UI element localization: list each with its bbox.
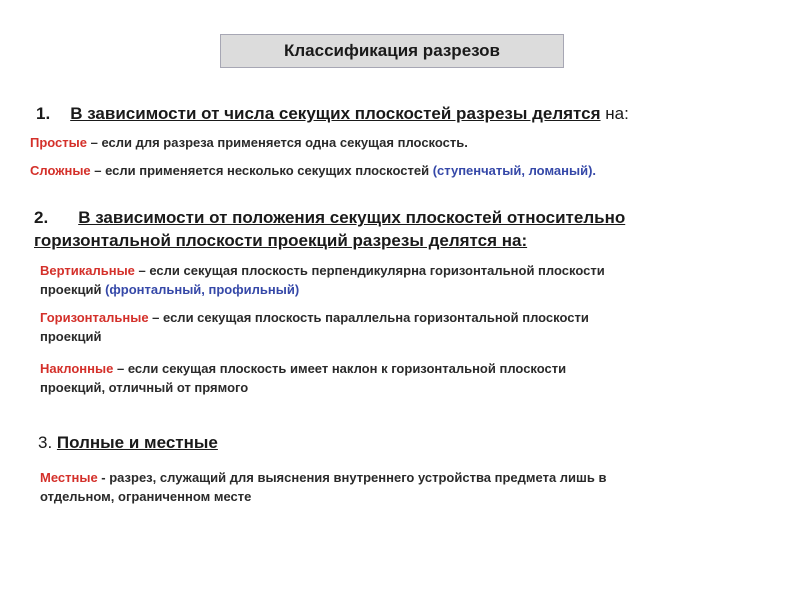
local-definition xyxy=(40,468,606,506)
section3-number: 3. xyxy=(38,433,53,452)
section1-heading-text: В зависимости от числа секущих плоскостей разрезы делятся xyxy=(70,104,601,123)
complex-text: – если применяется несколько секущих плоскостей xyxy=(90,163,433,178)
inclined-text: – если секущая плоскость имеет наклон к горизонтальной плоскости xyxy=(113,361,567,376)
horizontal-definition xyxy=(40,308,589,346)
vertical-term: Вертикальные xyxy=(40,263,135,278)
section2-heading-line2: горизонтальной плоскости проекций разрезы делятся на: xyxy=(34,231,528,250)
section2-number: 2. xyxy=(34,208,49,227)
inclined-term: Наклонные xyxy=(40,361,114,376)
local-term: Местные xyxy=(40,470,98,485)
section3-heading xyxy=(38,433,218,453)
vertical-definition xyxy=(40,261,605,299)
section2-heading-text1: В зависимости от положения секущих плоскостей относительно xyxy=(78,208,626,227)
local-text2: отдельном, ограниченном месте xyxy=(40,489,252,504)
vertical-text2: проекций xyxy=(40,282,106,297)
inclined-text2: проекций, отличный от прямого xyxy=(40,380,249,395)
inclined-definition xyxy=(40,359,566,397)
complex-definition xyxy=(30,161,596,180)
section1-number: 1. xyxy=(36,104,51,123)
section3-heading-text: Полные и местные xyxy=(56,433,218,452)
section2-heading-line1 xyxy=(34,208,625,228)
complex-note: (ступенчатый, ломаный). xyxy=(432,163,597,178)
simple-definition xyxy=(30,133,468,152)
horizontal-text2: проекций xyxy=(40,329,102,344)
complex-term: Сложные xyxy=(30,163,91,178)
horizontal-term: Горизонтальные xyxy=(40,310,149,325)
simple-term: Простые xyxy=(30,135,87,150)
section1-heading-tail: на: xyxy=(605,104,629,123)
section1-heading xyxy=(36,104,629,124)
simple-text: – если для разреза применяется одна секущая плоскость. xyxy=(86,135,468,150)
vertical-text: – если секущая плоскость перпендикулярна горизонтальной плоскости xyxy=(134,263,605,278)
vertical-note: (фронтальный, профильный) xyxy=(105,282,300,297)
horizontal-text: – если секущая плоскость параллельна горизонтальной плоскости xyxy=(148,310,589,325)
slide-title: Классификация разрезов xyxy=(220,34,564,68)
local-text: - разрез, служащий для выяснения внутреннего устройства предмета лишь в xyxy=(97,470,607,485)
